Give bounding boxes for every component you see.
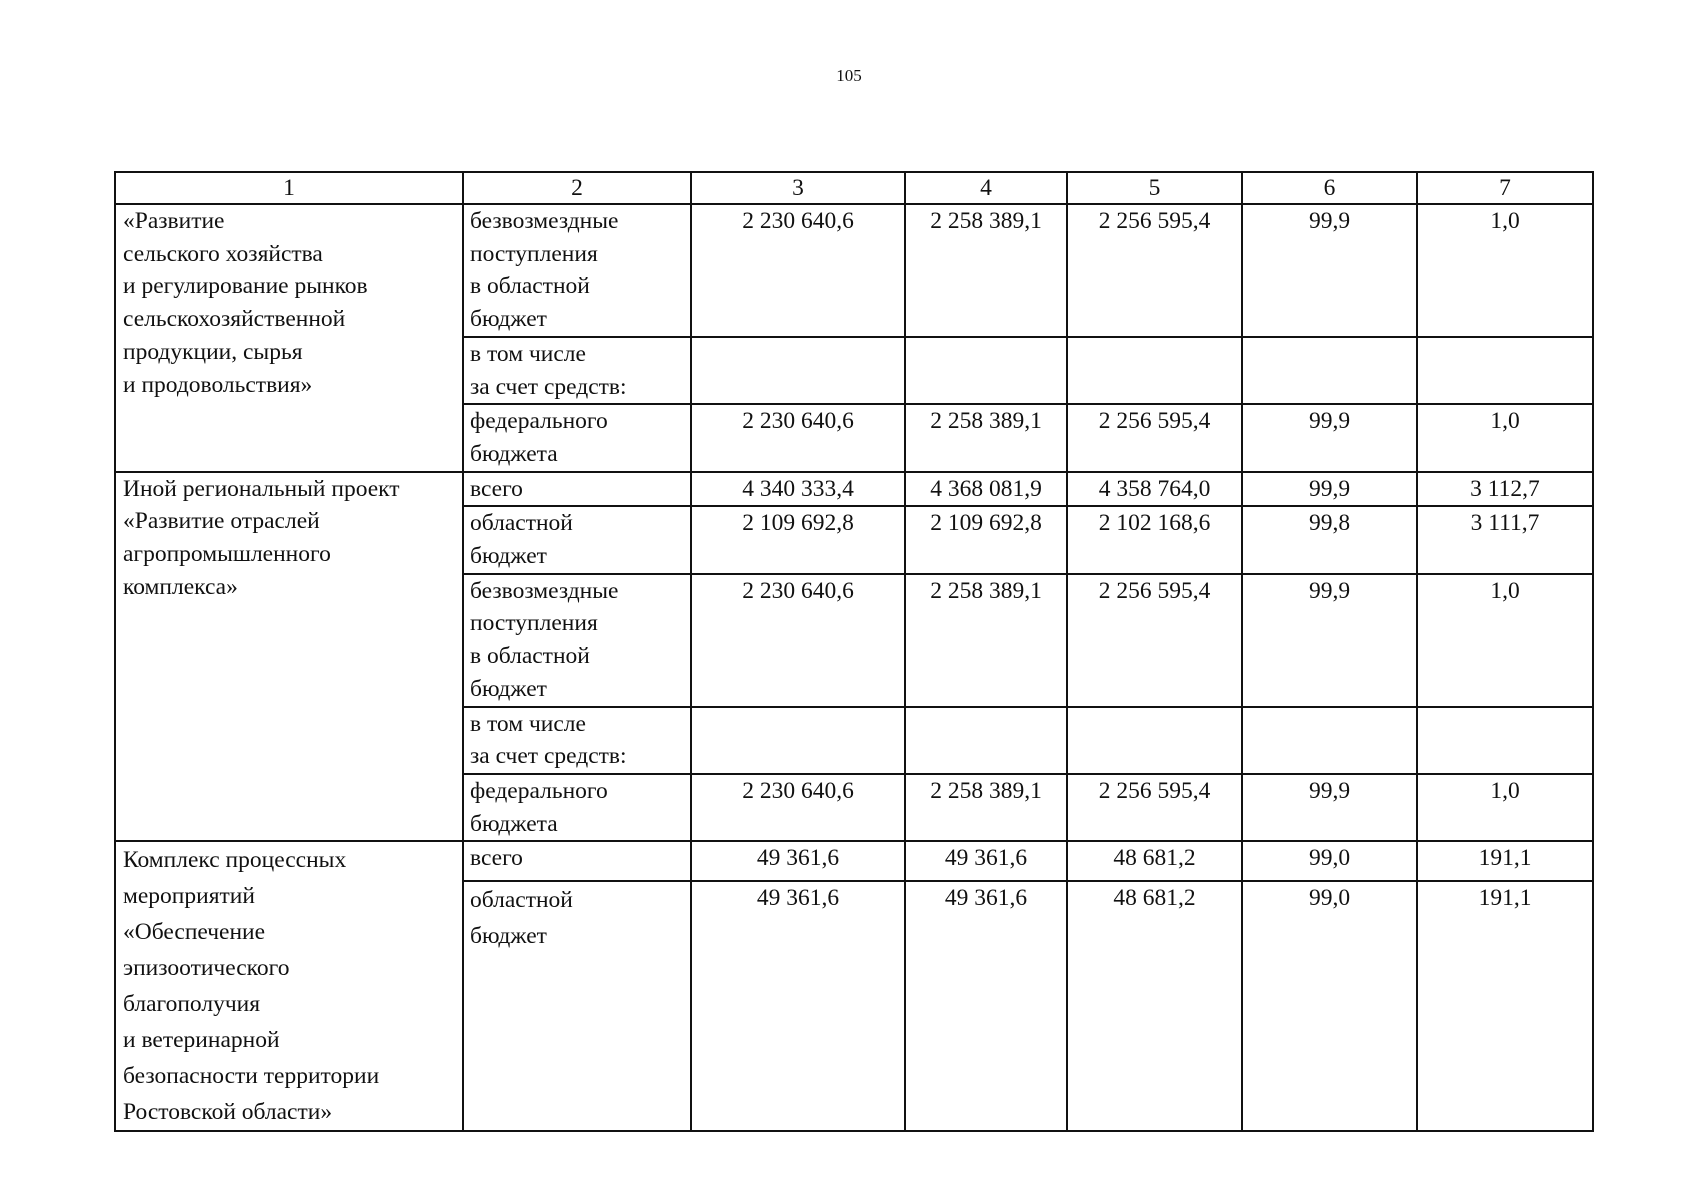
value-cell: 4 368 081,9 [905,472,1067,507]
value-cell: 2 256 595,4 [1067,574,1242,707]
funding-source-cell: в том числе за счет средств: [463,337,691,404]
value-cell: 2 109 692,8 [905,506,1067,573]
value-cell: 99,0 [1242,881,1417,1131]
header-cell: 6 [1242,172,1417,204]
value-cell: 99,8 [1242,506,1417,573]
value-cell [1067,337,1242,404]
value-cell: 1,0 [1417,204,1593,337]
value-cell: 48 681,2 [1067,841,1242,881]
funding-source-cell: областной бюджет [463,881,691,1131]
report-table [114,171,1594,1132]
value-cell: 99,9 [1242,774,1417,841]
page-number: 105 [836,66,862,85]
funding-source-cell: всего [463,472,691,507]
value-cell: 2 109 692,8 [691,506,905,573]
value-cell [1417,337,1593,404]
value-cell [1067,707,1242,774]
value-cell: 49 361,6 [691,881,905,1131]
value-cell: 2 256 595,4 [1067,774,1242,841]
value-cell: 49 361,6 [905,841,1067,881]
value-cell: 99,0 [1242,841,1417,881]
funding-source-cell: в том числе за счет средств: [463,707,691,774]
funding-source-cell: всего [463,841,691,881]
value-cell: 2 256 595,4 [1067,204,1242,337]
header-cell: 5 [1067,172,1242,204]
value-cell [1242,707,1417,774]
funding-source-cell: безвозмездные поступления в областной бюджет [463,204,691,337]
header-cell: 1 [115,172,463,204]
value-cell: 4 340 333,4 [691,472,905,507]
value-cell [1417,707,1593,774]
value-cell: 1,0 [1417,574,1593,707]
header-cell: 7 [1417,172,1593,204]
value-cell: 2 256 595,4 [1067,404,1242,471]
value-cell [905,707,1067,774]
value-cell: 191,1 [1417,841,1593,881]
value-cell: 2 102 168,6 [1067,506,1242,573]
program-name-cell: «Развитие сельского хозяйства и регулирование рынков сельскохозяйственной продукции, сырья и продовольствия» [115,204,463,472]
program-name-cell: Комплекс процессных мероприятий «Обеспечение эпизоотического благополучия и ветеринарной безопасности территории Ростовской области» [115,841,463,1131]
header-cell: 2 [463,172,691,204]
header-cell: 3 [691,172,905,204]
funding-source-cell: безвозмездные поступления в областной бюджет [463,574,691,707]
value-cell: 2 230 640,6 [691,204,905,337]
value-cell: 1,0 [1417,774,1593,841]
table-row [115,472,1593,507]
funding-source-cell: федерального бюджета [463,404,691,471]
value-cell: 2 258 389,1 [905,574,1067,707]
program-name-cell: Иной региональный проект «Развитие отраслей агропромышленного комплекса» [115,472,463,842]
value-cell: 2 230 640,6 [691,574,905,707]
table-row [115,204,1593,337]
header-cell: 4 [905,172,1067,204]
value-cell [691,337,905,404]
value-cell: 2 230 640,6 [691,404,905,471]
value-cell [1242,337,1417,404]
value-cell [691,707,905,774]
value-cell: 191,1 [1417,881,1593,1131]
value-cell: 48 681,2 [1067,881,1242,1131]
funding-source-cell: областной бюджет [463,506,691,573]
funding-source-cell: федерального бюджета [463,774,691,841]
header-row [115,172,1593,204]
value-cell: 99,9 [1242,404,1417,471]
table-row [115,841,1593,881]
value-cell: 2 258 389,1 [905,404,1067,471]
value-cell: 2 258 389,1 [905,204,1067,337]
value-cell: 49 361,6 [905,881,1067,1131]
value-cell: 4 358 764,0 [1067,472,1242,507]
value-cell: 2 258 389,1 [905,774,1067,841]
value-cell: 1,0 [1417,404,1593,471]
value-cell: 3 112,7 [1417,472,1593,507]
value-cell: 2 230 640,6 [691,774,905,841]
value-cell: 3 111,7 [1417,506,1593,573]
value-cell: 99,9 [1242,574,1417,707]
value-cell [905,337,1067,404]
value-cell: 99,9 [1242,204,1417,337]
value-cell: 99,9 [1242,472,1417,507]
value-cell: 49 361,6 [691,841,905,881]
